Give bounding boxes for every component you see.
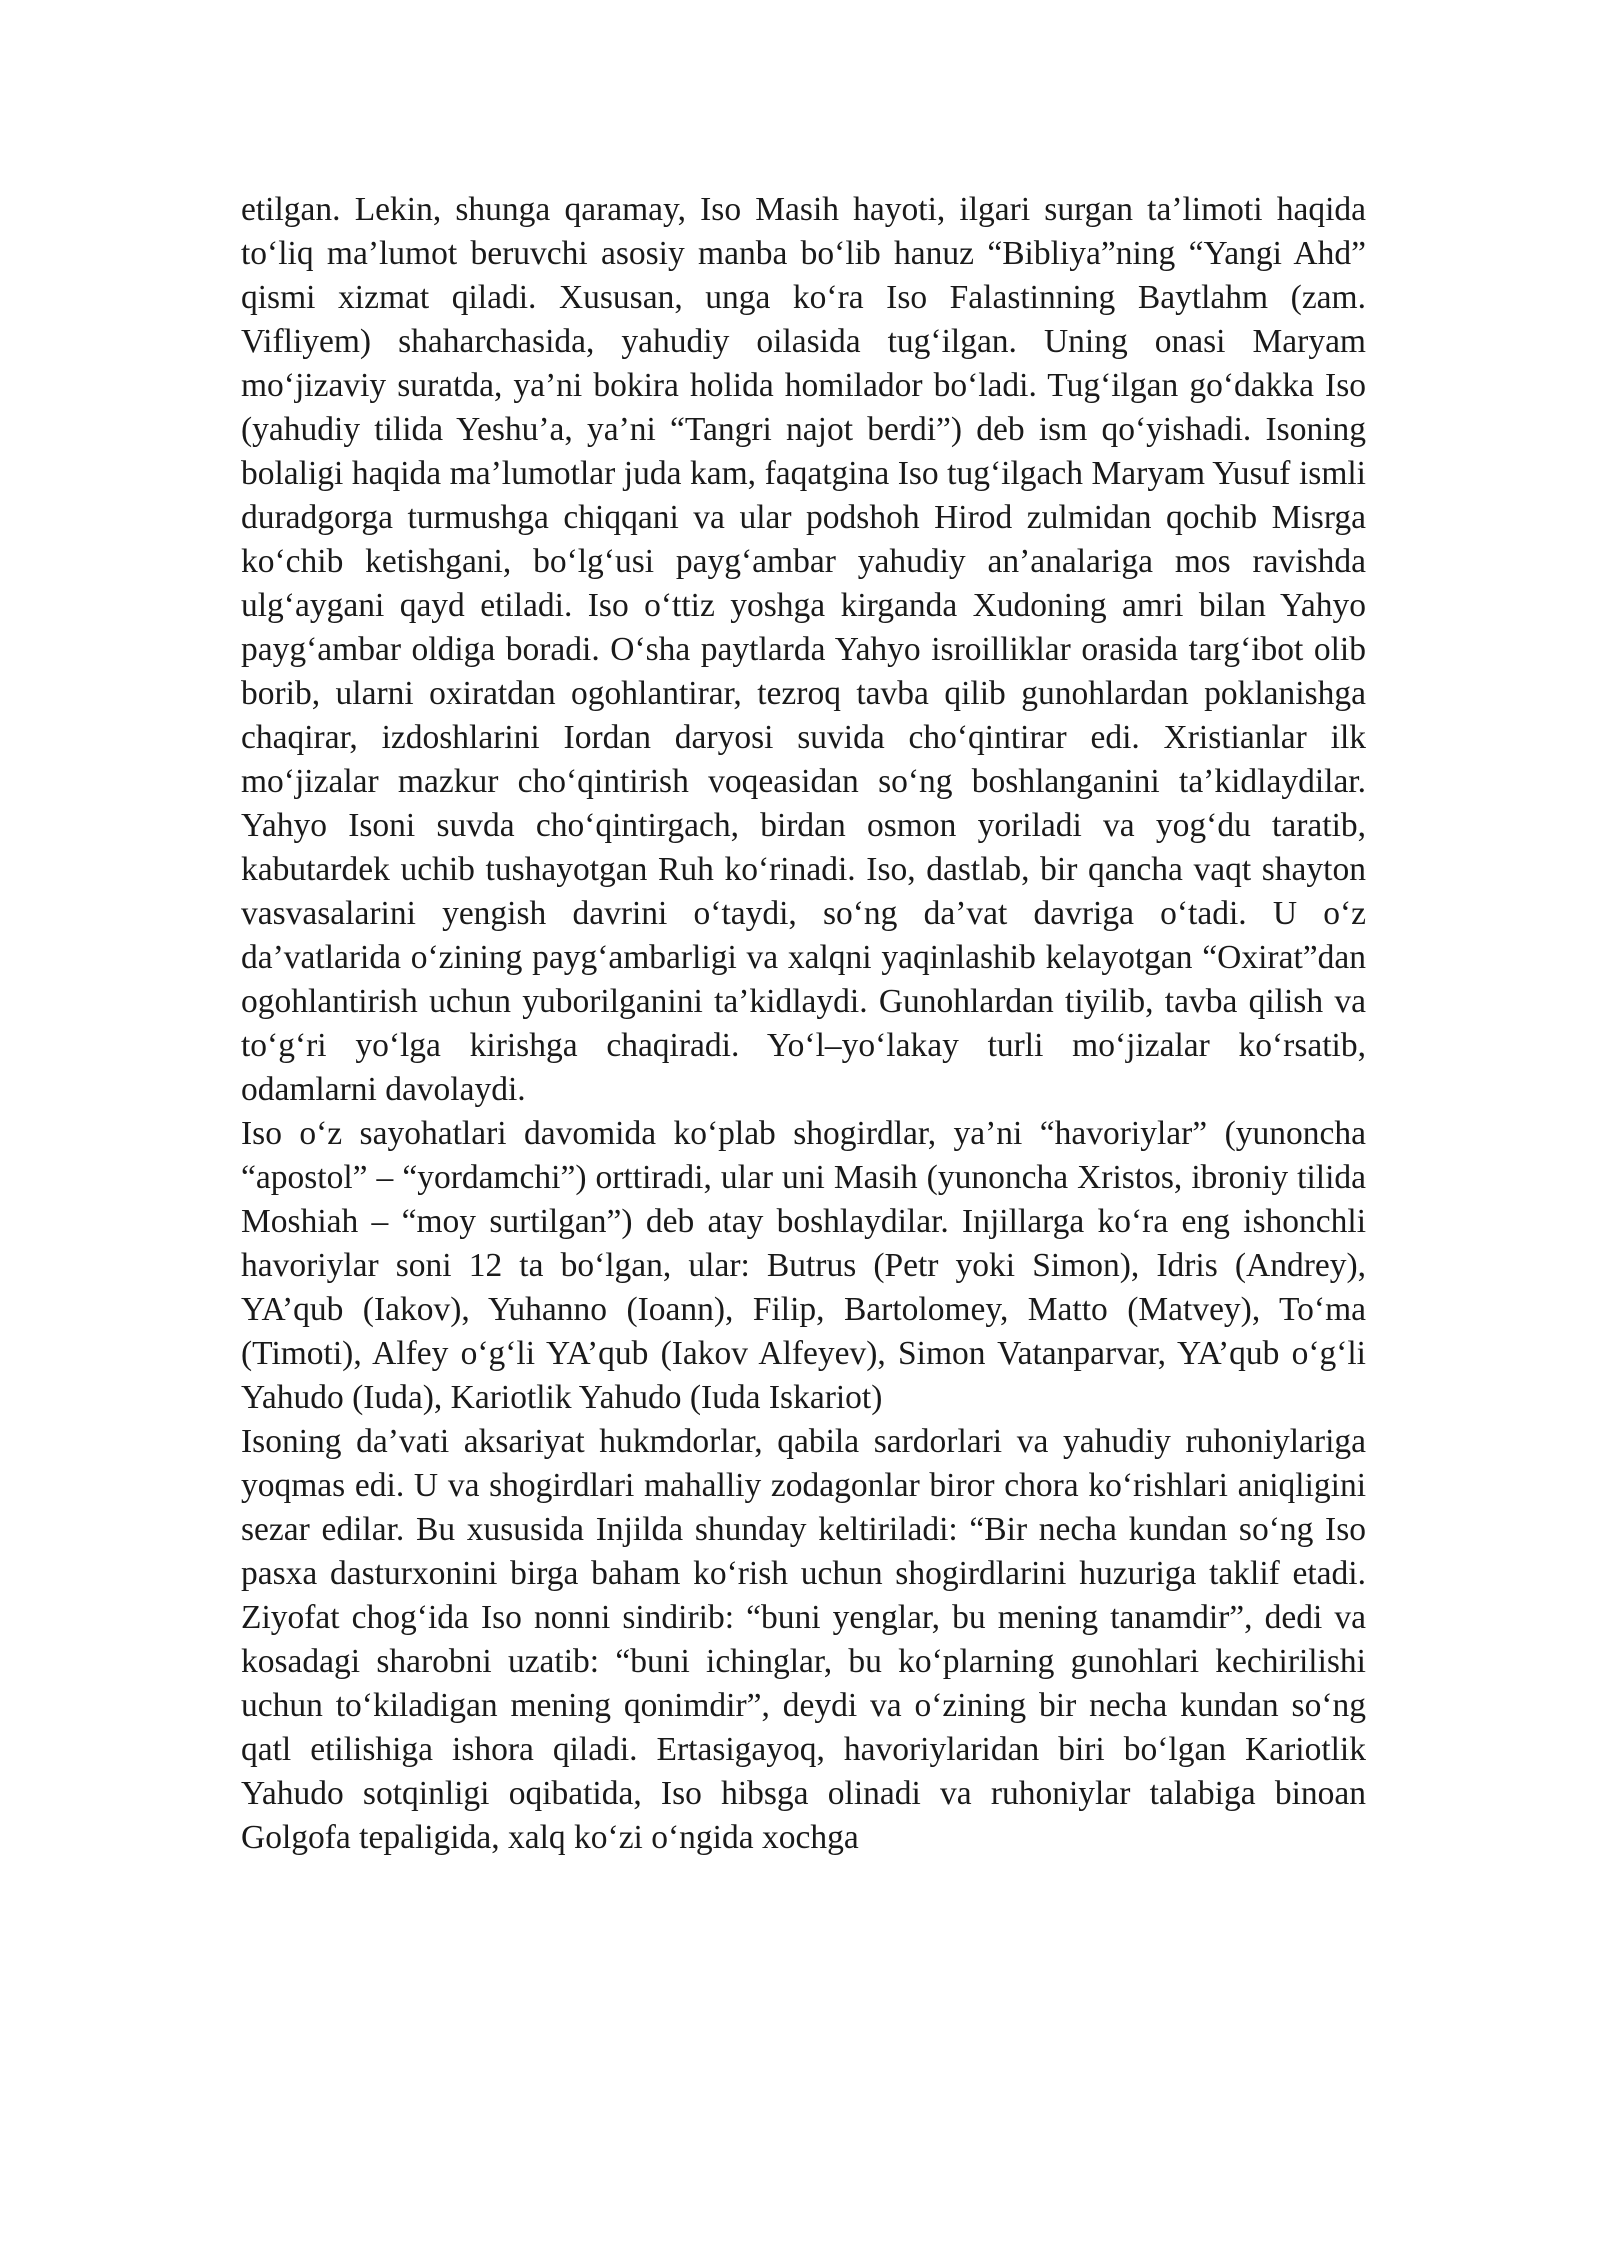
paragraph-1: etilgan. Lekin, shunga qaramay, Iso Masih hayoti, ilgari surgan ta’limoti haqida to‘liq ma’lumot beruvchi asosiy manba bo‘lib hanuz “Bibliya”ning “Yangi Ahd” qismi xizmat qiladi. Xususan, unga ko‘ra Iso Falastinning Baytlahm (zam. Vifliyem) shaharchasida, yahudiy oilasida tug‘ilgan. Uning onasi Maryam mo‘jizaviy suratda, ya’ni bokira holida homilador bo‘ladi. Tug‘ilgan go‘dakka Iso (yahudiy tilida Yeshu’a, ya’ni “Tangri najot berdi”) deb ism qo‘yishadi. Isoning bolaligi haqida ma’lumotlar juda kam, faqatgina Iso tug‘ilgach Maryam Yusuf ismli duradgorga turmushga chiqqani va ular podshoh Hirod zulmidan qochib Misrga ko‘chib ketishgani, bo‘lg‘usi payg‘ambar yahudiy an’analariga mos ravishda ulg‘aygani qayd etiladi. Iso o‘ttiz yoshga kirganda Xudoning amri bilan Yahyo payg‘ambar oldiga boradi. O‘sha paytlarda Yahyo isroilliklar orasida targ‘ibot olib borib, ularni oxiratdan ogohlantirar, tezroq tavba qilib gunohlardan poklanishga chaqirar, izdoshlarini Iordan daryosi suvida cho‘qintirar edi. Xristianlar ilk mo‘jizalar mazkur cho‘qintirish voqeasidan so‘ng boshlanganini ta’kidlaydilar. Yahyo Isoni suvda cho‘qintirgach, birdan osmon yoriladi va yog‘du taratib, kabutardek uchib tushayotgan Ruh ko‘rinadi. Iso, dastlab, bir qancha vaqt shayton vasvasalarini yengish davrini o‘taydi, so‘ng da’vat davriga o‘tadi. U o‘z da’vatlarida o‘zining payg‘ambarligi va xalqni yaqinlashib kelayotgan “Oxirat”dan ogohlantirish uchun yuborilganini ta’kidlaydi. Gunohlardan tiyilib, tavba qilish va to‘g‘ri yo‘lga kirishga chaqiradi. Yo‘l–yo‘lakay turli mo‘jizalar ko‘rsatib, odamlarni davolaydi. [241, 191, 1366, 1108]
paragraph-2: Iso o‘z sayohatlari davomida ko‘plab shogirdlar, ya’ni “havoriylar” (yunoncha “apostol” – “yordamchi”) orttiradi, ular uni Masih (yunoncha Xristos, ibroniy tilida Moshiah – “moy surtilgan”) deb atay boshlaydilar. Injillarga ko‘ra eng ishonchli havoriylar soni 12 ta bo‘lgan, ular: Butrus (Petr yoki Simon), Idris (Andrey), YA’qub (Iakov), Yuhanno (Ioann), Filip, Bartolomey, Matto (Matvey), To‘ma (Timoti), Alfey o‘g‘li YA’qub (Iakov Alfeyev), Simon Vatanparvar, YA’qub o‘g‘li Yahudo (Iuda), Kariotlik Yahudo (Iuda Iskariot) [241, 1115, 1366, 1416]
paragraph-3: Isoning da’vati aksariyat hukmdorlar, qabila sardorlari va yahudiy ruhoniylariga yoqmas edi. U va shogirdlari mahalliy zodagonlar biror chora ko‘rishlari aniqligini sezar edilar. Bu xususida Injilda shunday keltiriladi: “Bir necha kundan so‘ng Iso pasxa dasturxonini birga baham ko‘rish uchun shogirdlarini huzuriga taklif etadi. Ziyofat chog‘ida Iso nonni sindirib: “buni yenglar, bu mening tanamdir”, dedi va kosadagi sharobni uzatib: “buni ichinglar, bu ko‘plarning gunohlari kechirilishi uchun to‘kiladigan mening qonimdir”, deydi va o‘zining bir necha kundan so‘ng qatl etilishiga ishora qiladi. Ertasigayoq, havoriylaridan biri bo‘lgan Kariotlik Yahudo sotqinligi oqibatida, Iso hibsga olinadi va ruhoniylar talabiga binoan Golgofa tepaligida, xalq ko‘zi o‘ngida xochga [241, 1423, 1366, 1856]
body-text [241, 188, 1366, 1860]
